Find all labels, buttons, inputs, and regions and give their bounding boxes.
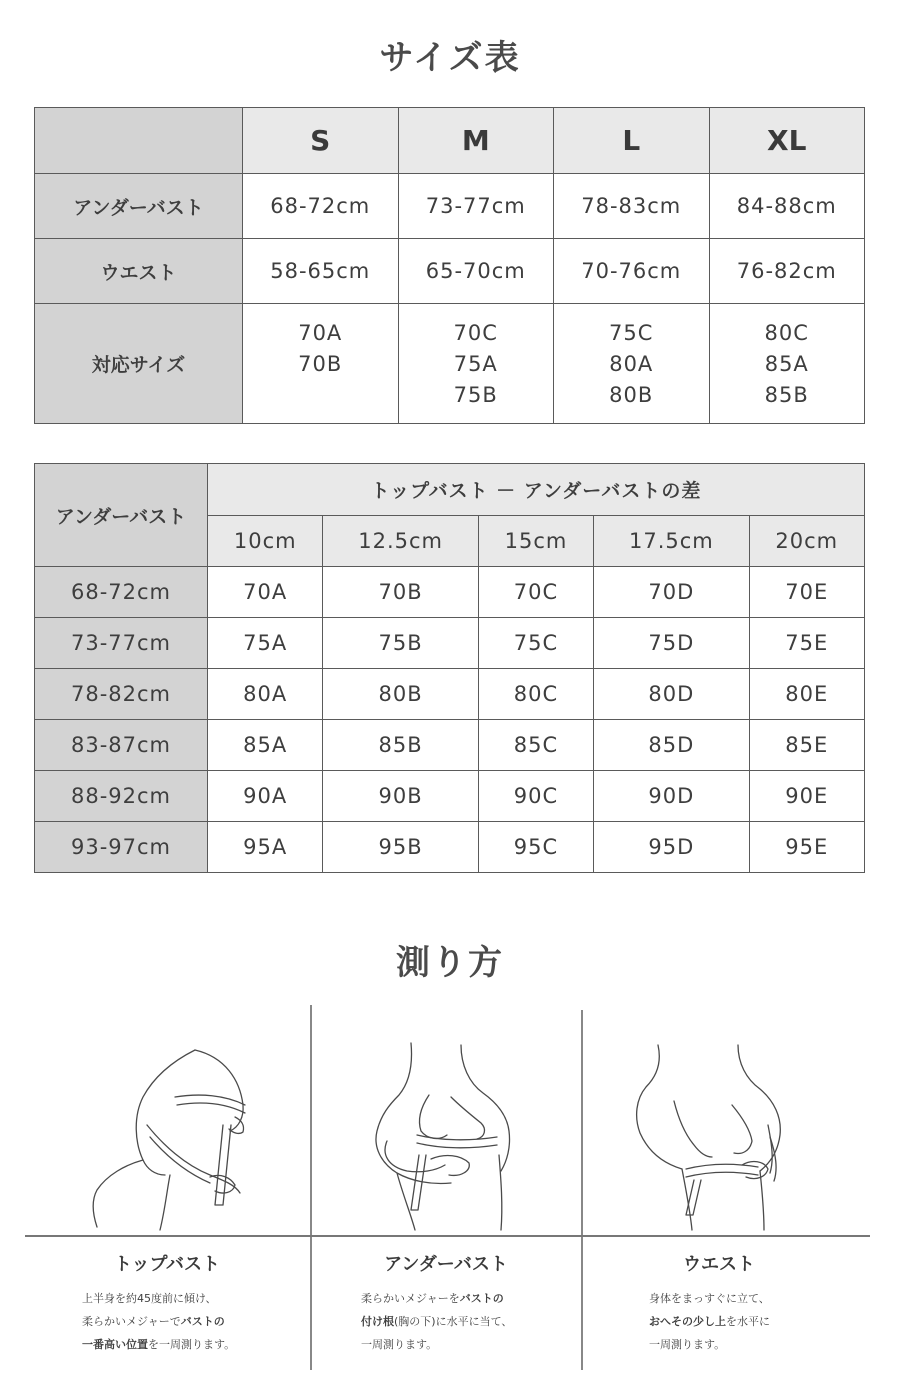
row-label-waist: ウエスト xyxy=(35,239,243,304)
cup-cell: 95A xyxy=(208,822,323,873)
compatible-size: 80B xyxy=(609,383,654,407)
compatible-size: 80C xyxy=(764,321,809,345)
description-text: 柔らかいメジャーを xyxy=(361,1292,460,1305)
difference-column-header: 10cm xyxy=(208,516,323,567)
cup-cell: 90B xyxy=(323,771,478,822)
description-text: (胸の下) xyxy=(394,1315,436,1328)
size-chart-title: サイズ表 xyxy=(379,38,521,78)
cup-cell: 95B xyxy=(323,822,478,873)
panel-title: ウエスト xyxy=(683,1254,755,1275)
cup-cell: 85B xyxy=(323,720,478,771)
measure-panel-waist xyxy=(582,1005,870,1370)
description-line xyxy=(649,1333,770,1356)
cup-cell: 95C xyxy=(478,822,593,873)
description-line xyxy=(361,1287,512,1310)
underbust-row-label: 93-97cm xyxy=(35,822,208,873)
top-bust-illustration xyxy=(25,1005,310,1235)
measure-panel-under-bust xyxy=(311,1005,581,1370)
cup-cell: 75B xyxy=(323,618,478,669)
compatible-size: 70C xyxy=(453,321,498,345)
underbust-row-label: 73-77cm xyxy=(35,618,208,669)
compatible-size: 75A xyxy=(453,352,498,376)
cup-cell: 85E xyxy=(749,720,864,771)
waist-illustration xyxy=(582,1005,870,1235)
cup-cell: 70A xyxy=(208,567,323,618)
cup-cell: 70C xyxy=(478,567,593,618)
underbust-row-label: 78-82cm xyxy=(35,669,208,720)
cup-cell: 95E xyxy=(749,822,864,873)
cup-cell: 90D xyxy=(594,771,749,822)
compatible-size: 85B xyxy=(764,383,809,407)
description-text: を水平に xyxy=(726,1315,770,1328)
description-text: 一周測ります。 xyxy=(649,1338,726,1351)
difference-column-header: 17.5cm xyxy=(594,516,749,567)
cup-cell: 90E xyxy=(749,771,864,822)
difference-column-header: 20cm xyxy=(749,516,864,567)
table-cell xyxy=(243,304,399,424)
table-cell: 84-88cm xyxy=(709,174,865,239)
cup-cell: 70E xyxy=(749,567,864,618)
underbust-row-label: 68-72cm xyxy=(35,567,208,618)
emphasis-text: おへその少し上 xyxy=(649,1315,726,1328)
underbust-row-label: 83-87cm xyxy=(35,720,208,771)
row-label-underbust: アンダーバスト xyxy=(35,174,243,239)
cup-cell: 90A xyxy=(208,771,323,822)
bust-difference-header: トップバスト － アンダーバストの差 xyxy=(208,464,865,516)
size-header-m: M xyxy=(398,108,554,174)
compatible-size: 70A xyxy=(298,321,343,345)
panel-description xyxy=(649,1287,770,1356)
cup-cell: 80E xyxy=(749,669,864,720)
cup-cell: 90C xyxy=(478,771,593,822)
table-cell: 68-72cm xyxy=(243,174,399,239)
size-header-l: L xyxy=(554,108,710,174)
cup-cell: 80C xyxy=(478,669,593,720)
description-line xyxy=(361,1310,512,1333)
table-cell: 58-65cm xyxy=(243,239,399,304)
cup-cell: 80A xyxy=(208,669,323,720)
description-text: 一周測ります。 xyxy=(361,1338,438,1351)
cup-cell: 80D xyxy=(594,669,749,720)
description-line xyxy=(82,1333,235,1356)
emphasis-text: バストの xyxy=(459,1292,504,1305)
panel-description xyxy=(361,1287,512,1356)
cup-cell: 75D xyxy=(594,618,749,669)
description-line xyxy=(649,1310,770,1333)
emphasis-text: 付け根 xyxy=(361,1315,394,1328)
table-cell xyxy=(554,304,710,424)
description-text: に水平に当て、 xyxy=(435,1315,513,1328)
measure-title: 測り方 xyxy=(396,943,504,983)
emphasis-text: バストの xyxy=(180,1315,225,1328)
cup-cell: 70D xyxy=(594,567,749,618)
emphasis-text: 一番高い位置 xyxy=(82,1338,148,1351)
compatible-size: 85A xyxy=(764,352,809,376)
table-cell: 76-82cm xyxy=(709,239,865,304)
panel-description xyxy=(82,1287,235,1356)
compatible-size: 75B xyxy=(453,383,498,407)
size-chart-corner xyxy=(35,108,243,174)
under-bust-illustration xyxy=(311,1005,581,1235)
size-header-s: S xyxy=(243,108,399,174)
description-line xyxy=(361,1333,512,1356)
underbust-row-label: 88-92cm xyxy=(35,771,208,822)
table-cell xyxy=(398,304,554,424)
cup-cell: 85A xyxy=(208,720,323,771)
table-cell xyxy=(709,304,865,424)
table-cell: 78-83cm xyxy=(554,174,710,239)
measure-panel-top-bust xyxy=(25,1005,310,1370)
table-cell: 73-77cm xyxy=(398,174,554,239)
size-header-xl: XL xyxy=(709,108,865,174)
cup-cell: 85C xyxy=(478,720,593,771)
compatible-size: 75C xyxy=(609,321,654,345)
cup-cell: 75C xyxy=(478,618,593,669)
description-line xyxy=(82,1310,235,1333)
description-text: 柔らかいメジャーで xyxy=(82,1315,181,1328)
cup-cell: 85D xyxy=(594,720,749,771)
panel-title: トップバスト xyxy=(113,1254,221,1275)
cup-cell: 75E xyxy=(749,618,864,669)
description-line xyxy=(82,1287,235,1310)
row-label-compatible-sizes: 対応サイズ xyxy=(35,304,243,424)
compatible-size: 80A xyxy=(609,352,654,376)
cup-cell: 70B xyxy=(323,567,478,618)
size-chart-table xyxy=(34,107,865,424)
underbust-column-header: アンダーバスト xyxy=(35,464,208,567)
description-text: を一周測ります。 xyxy=(148,1338,236,1351)
table-cell: 65-70cm xyxy=(398,239,554,304)
panel-title: アンダーバスト xyxy=(384,1254,508,1275)
difference-column-header: 12.5cm xyxy=(323,516,478,567)
difference-column-header: 15cm xyxy=(478,516,593,567)
description-text: 上半身を約45度前に傾け、 xyxy=(82,1292,217,1305)
cup-cell: 75A xyxy=(208,618,323,669)
table-cell: 70-76cm xyxy=(554,239,710,304)
description-line xyxy=(649,1287,770,1310)
cup-cell: 80B xyxy=(323,669,478,720)
cup-size-table xyxy=(34,463,865,873)
compatible-size: 70B xyxy=(298,352,343,376)
description-text: 身体をまっすぐに立て、 xyxy=(649,1292,770,1305)
cup-cell: 95D xyxy=(594,822,749,873)
